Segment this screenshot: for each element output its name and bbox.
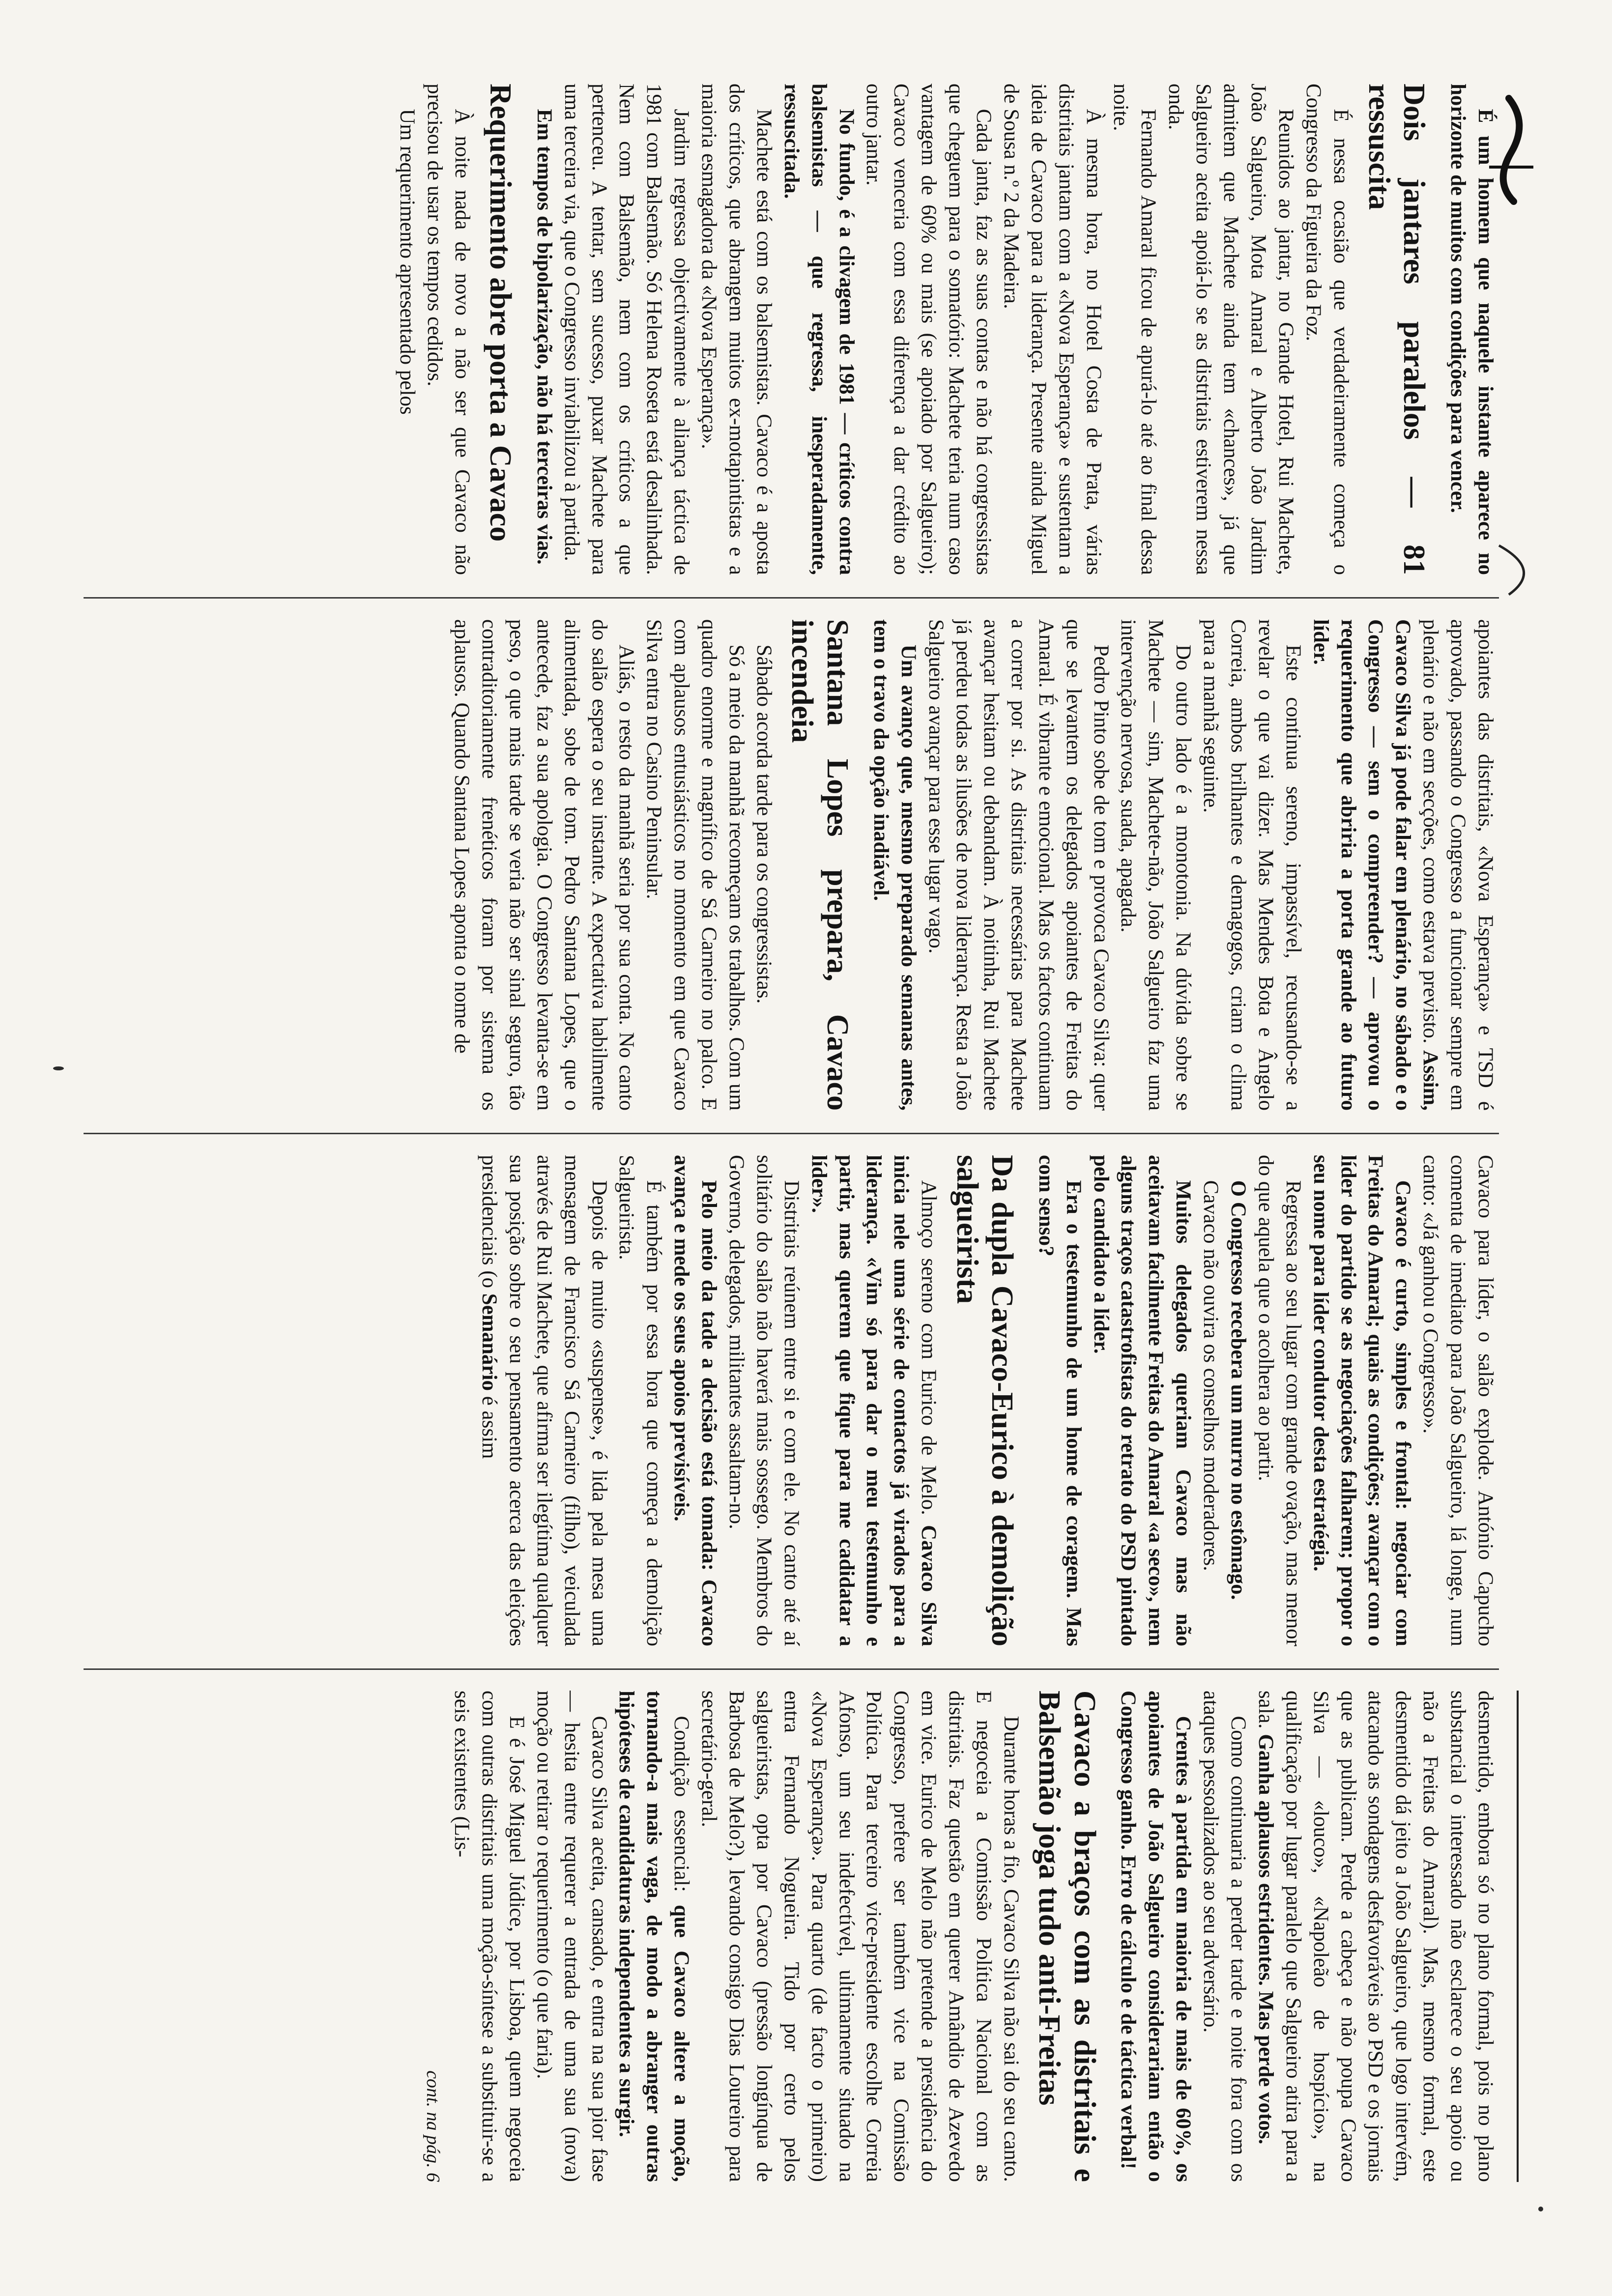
paragraph: Só a meio da manhã recomeçam os trabalhos. Com um quadro enorme e magnífico de Sá Carneiro no palco. E com aplausos entusiásticos no momento em que Cavaco Silva entra no Casino Peninsular. [642,619,748,1111]
paragraph: Aliás, o resto da manhã seria por sua conta. No canto do salão espera o seu instante. A expectativa habilmente alimentada, sobe de tom. Pedro Santana Lopes, que o antecede, faz a sua apologia. O Congresso levanta-se em peso, o que mais tarde se veria não ser sinal seguro, tão contraditoriamente frenéticos foram por sistema os aplausos. Quando Santana Lopes aponta o nome de [450,619,638,1111]
article-column-2 [84,619,1499,1111]
paragraph: E é José Miguel Júdice, por Lisboa, quem negoceia com outras distritais uma moção-síntese a substituir-se a seis existentes (Lis- [450,1691,528,2182]
scan-speck [1538,2207,1543,2211]
subheading: Requerimento abre porta a Cavaco [483,84,517,542]
paragraph: À noite nada de novo a não ser que Cavaco não precisou de usar os tempos cedidos. [423,84,474,575]
bold-paragraph: Era o testemunho de um home de coragem. Mas com senso? [1034,1155,1085,1646]
paragraph: Fernando Amaral ficou de apurá-lo até ao final dessa noite. [1109,84,1160,575]
article-column-4 [84,1691,1499,2182]
paragraph: Condição essencial: que Cavaco altere a moção, tornando-a mais vaga, de modo a abranger outras hipóteses de candidaturas independentes a surgir. [615,1691,693,2182]
paragraph: Cavaco não ouvira os conselhos moderadores. [1199,1180,1223,1571]
paragraph: Regressa ao seu lugar com grande ovação, mas menor do que aquela que o acolhera ao partir. [1254,1155,1305,1646]
bold-paragraph: Um avanço que, mesmo preparado semanas antes, tem o travo da opção inadiável. [869,619,921,1111]
paragraph: Este continua sereno, impassível, recusando-se a revelar o que vai dizer. Mas Mendes Bota e Ângelo Correia, ambos brilhantes e demagogos, criam o clima para a manhã seguinte. [1199,619,1305,1111]
paragraph: Cada janta, faz as suas contas e não há congressistas que cheguem para o somatório: Machete teria num caso vantagem de 60% ou mais (se apoiado por Salgueiro); Cavaco venceria com essa diferença a dar crédito ao outro jantar. [862,84,996,575]
paragraph: Como continuaria a perder tarde e noite fora com os ataques pessoalizados ao seu adversário. [1199,1691,1250,2182]
paragraph: À mesma hora, no Hotel Costa de Prata, várias distritais jantam com a «Nova Esperança» e sustentam a ideia de Cavaco para a liderança. Presente ainda Miguel de Sousa n.º 2 da Madeira. [999,84,1105,575]
paragraph: Durante horas a fio, Cavaco Silva não sai do seu canto. E negoceia a Comissão Política Nacional com as distritais. Faz questão em querer Amândio de Azevedo em vice. Eurico de Melo não pretende a presidência do Congresso, prefere ser também vice na Comissão Política. Para terceiro vice-presidente escolhe Correia Afonso, um seu indefectível, ultimamente situado na «Nova Esperança». Para quarto (de facto o primeiro) entra Fernando Nogueira. Tido por certo pelos salgueiristas, opta por Cavaco (pressão longínqua de Barbosa de Melo?), levando consigo Dias Loureiro para secretário-geral. [697,1691,1023,2182]
paragraph: desmentido, embora só no plano formal, pois no plano substancial o interessado não esclarece o seu apoio ou não a Freitas do Amaral). Mas, mesmo formal, este desmentido dá jeito a João Salgueiro, que logo intervém, atacando as sondagens desfavoráveis ao PSD e os jornais que as publicam. Perde a cabeça e não poupa Cavaco Silva — «louco», «Napoleão de hospício», na qualificação por lugar paralelo que Salgueiro atira para a sala. Ganha aplausos estridentes. Mas perde votos. [1254,1691,1497,2182]
paragraph: É nessa ocasião que verdadeiramente começa o Congresso da Figueira da Foz. [1301,84,1353,575]
bold-paragraph: O Congresso recebera um murro no estômago. [1226,1180,1250,1600]
paragraph: Cavaco Silva aceita, cansado, e entra na sua pior fase — hesita entre requerer a entrada de uma sua (nova) moção ou retirar o requerimento (o que faria). [532,1691,611,2182]
bold-paragraph: Muitos delegados queriam Cavaco mas não aceitavam facilmente Freitas do Amaral «a seco», nem alguns traços catastrofistas do retrato do PSD pintado pelo candidato a líder. [1089,1155,1195,1646]
paragraph: apoiantes das distritais, «Nova Esperança» e TSD é aprovado, passando o Congresso a funcionar sempre em plenário e não em secções, como estava previsto. Assim, Cavaco Silva já pode falar em plenário, no sábado e o Congresso — sem o compreender? — aprovou o requerimento que abriria a porta grande ao futuro líder. [1309,619,1497,1111]
paragraph: Pedro Pinto sobe de tom e provoca Cavaco Silva: quer que se levantem os delegados apoiantes de Freitas do Amaral. É vibrante e emocional. Mas os factos continuam a correr por si. As distritais necessárias para Machete avançar hesitam ou debandam. À noitinha, Rui Machete já perdeu todas as ilusões de nova liderança. Resta a João Salgueiro avançar para esse lugar vago. [924,619,1113,1111]
paragraph: Depois de muito «suspense», é lida pela mesa uma mensagem de Francisco Sá Carneiro (filho), veiculada através de Rui Machete, que afirma ser ilegítima qualquer sua posição sobre o seu pensamento acerca das eleições presidenciais (o Semanário é assim [478,1155,611,1646]
subheading: Cavaco a braços com as distritais e Balsemão joga tudo anti-Freitas [1033,1691,1101,2182]
paragraph: Jardim regressa objectivamente à aliança táctica de 1981 com Balsemão. Só Helena Roseta está desalinhada. Nem com Balsemão, nem com os críticos a que pertenceu. A tentar, sem sucesso, puxar Machete para uma terceira via, que o Congresso inviabilizou à partida. [560,84,693,575]
top-rule [1517,1691,1519,2182]
article-column-1 [84,84,1499,575]
article-column-3 [84,1155,1499,1646]
paragraph: Um requerimento apresentado pelos [395,109,419,415]
column-divider [84,1668,1499,1670]
article-sheet [49,84,1553,2236]
bold-paragraph: No fundo, é a clivagem de 1981 — críticos contra balsemistas — que regressa, inesperadamente, ressuscitada. [779,84,858,575]
bold-paragraph: Cavaco é curto, simples e frontal: negociar com Freitas do Amaral; quais as condições; avançar com o líder do partido se as negociações falharem; propor o seu nome para líder condutor desta estratégia. [1309,1155,1415,1646]
scan-speck [53,1066,64,1070]
subheading: Da dupla Cavaco-Eurico à demolição salgueirista [950,1155,1019,1646]
paragraph: É também por essa hora que começa a demolição Salgueirista. [615,1155,666,1646]
subheading: Dois jantares paralelos — 81 ressuscita [1362,84,1431,575]
bold-paragraph: Crentes à partida em maioria de mais de 60%, os apoiantes de João Salgueiro considerariam então o Congresso ganho. Erro de cálculo e de táctica verbal! [1117,1691,1195,2182]
column-divider [84,597,1499,599]
paragraph: Reunidos ao jantar, no Grande Hotel, Rui Machete, João Salgueiro, Mota Amaral e Alberto João Jardim admitem que Machete ainda tem «chances», já que Salgueiro aceita apoiá-lo se as distritais estiverem nessa onda. [1164,84,1297,575]
paragraph: Do outro lado é a monotonia. Na dúvida sobre se Machete — sim, Machete-não, João Salgueiro faz uma intervenção nervosa, suada, apagada. [1117,619,1195,1111]
bold-paragraph: Em tempos de bipolarização, não há terceiras vias. [532,109,556,565]
paragraph: Cavaco para líder, o salão explode. António Capucho comenta de imediato para João Salgueiro, lá longe, num canto: «Já ganhou o Congresso». [1419,1155,1497,1646]
subheading: Santana Lopes prepara, Cavaco incendeia [785,619,854,1111]
paragraph: Sábado acorda tarde para os congressistas. [752,644,776,1004]
column-divider [84,1133,1499,1134]
intro-paragraph: É um homem que naquele instante aparece no horizonte de muitos com condições para vencer. [1446,84,1497,575]
paragraph: Machete está com os balsemistas. Cavaco é a aposta dos críticos, que abrangem muitos ex-motapintistas e a maioria esmagadora da «Nova Esperança». [697,84,776,575]
paragraph: Distritais reúnem entre si e com ele. No canto até aí solitário do salão não haverá mais sossego. Membros do Governo, delegados, militantes assaltam-no. [725,1155,803,1646]
paragraph: Almoço sereno com Eurico de Melo. Cavaco Silva inicia nele uma série de contactos já virados para a liderança. «Vim só para dar o meu testemunho e partir, mas querem que fique para me cadidatar a líder». [807,1155,941,1646]
continuation-note: cont. na pág. 6 [423,2070,444,2182]
bold-paragraph: Pelo meio da tade a decisão está tomada: Cavaco avança e mede os seus apoios previsíveis. [670,1155,721,1646]
